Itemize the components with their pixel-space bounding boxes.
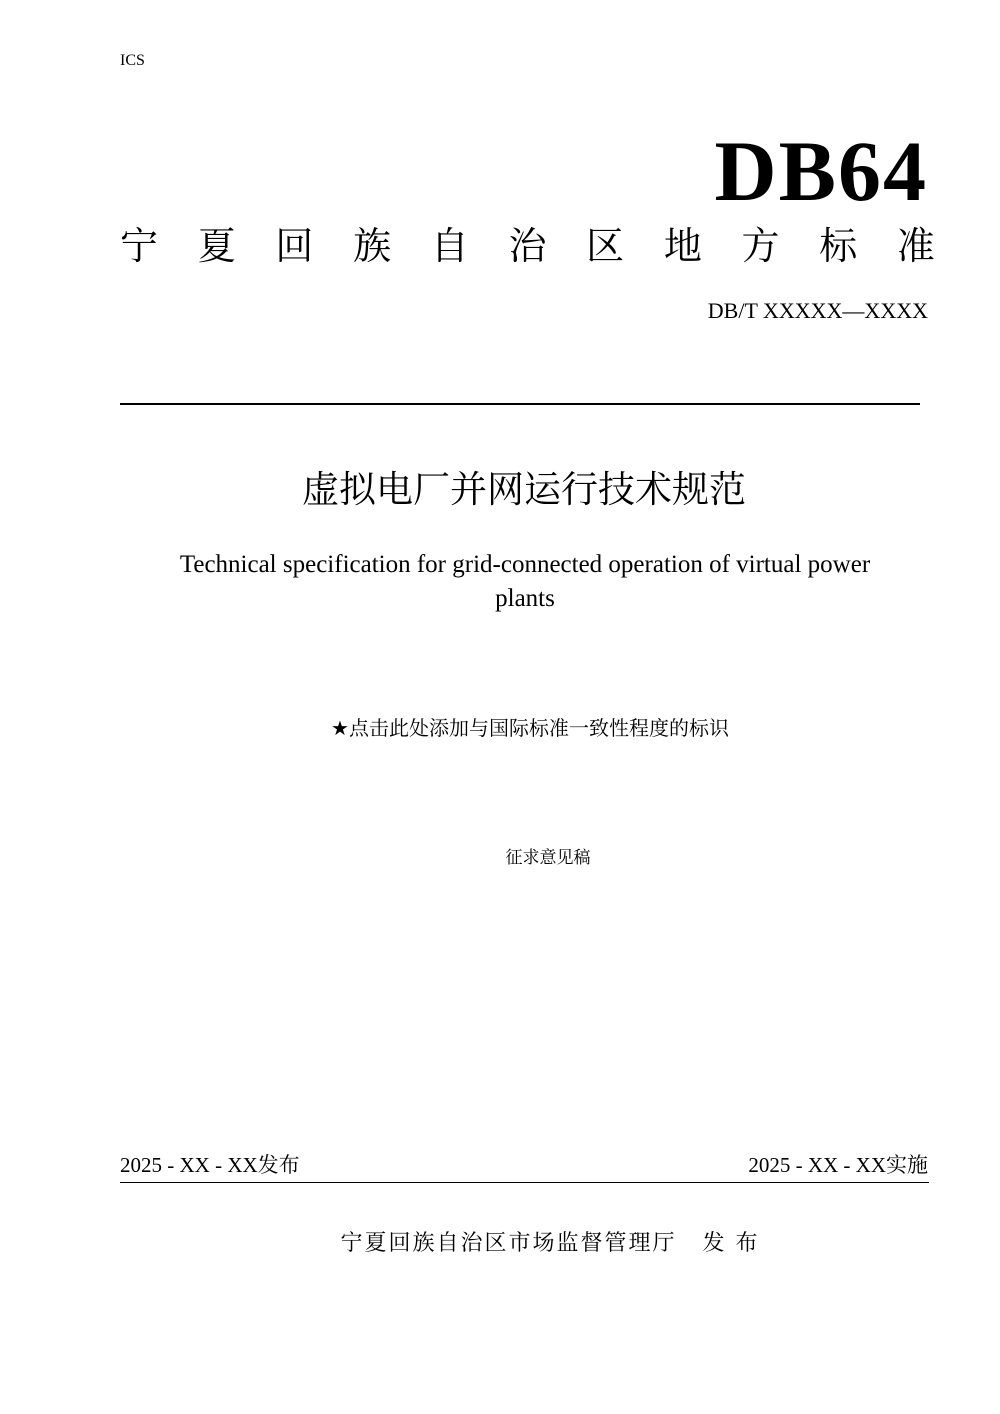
standard-type-char: 回 xyxy=(275,224,314,268)
standard-type-char: 夏 xyxy=(197,224,236,268)
standard-type-char: 族 xyxy=(353,224,392,268)
ics-label: ICS xyxy=(120,52,145,69)
top-divider xyxy=(120,403,920,405)
issue-date-value: 2025 - XX - XX xyxy=(120,1153,258,1177)
issue-label: 发布 xyxy=(257,1153,300,1177)
standard-type-char: 方 xyxy=(741,224,780,268)
draft-status: 征求意见稿 xyxy=(505,848,591,868)
standard-type-char: 地 xyxy=(663,224,702,268)
standard-number: DB/T XXXXX—XXXX xyxy=(707,298,928,323)
standard-type-char: 自 xyxy=(430,224,469,268)
implement-date-value: 2025 - XX - XX xyxy=(748,1153,886,1177)
publisher-name: 宁夏回族自治区市场监督管理厅 xyxy=(340,1231,677,1256)
standard-code: DB64 xyxy=(714,123,928,219)
consistency-note[interactable]: ★点击此处添加与国际标准一致性程度的标识 xyxy=(331,716,729,740)
standard-type xyxy=(120,222,935,270)
bottom-divider xyxy=(120,1182,929,1183)
standard-type-char: 治 xyxy=(508,224,547,268)
issue-date xyxy=(120,1151,300,1179)
publisher-action: 发 布 xyxy=(702,1231,760,1256)
title-english-line: plants xyxy=(495,585,555,612)
implement-date xyxy=(748,1151,928,1179)
title-chinese: 虚拟电厂并网运行技术规范 xyxy=(302,468,746,511)
title-english-line: Technical specification for grid-connected operation of virtual power xyxy=(179,551,871,578)
standard-type-char: 区 xyxy=(586,224,625,268)
standard-type-char: 宁 xyxy=(120,224,159,268)
title-english xyxy=(140,548,910,616)
implement-label: 实施 xyxy=(886,1153,928,1177)
standard-type-char: 标 xyxy=(819,224,858,268)
publisher xyxy=(50,1228,1000,1260)
standard-type-char: 准 xyxy=(896,224,935,268)
